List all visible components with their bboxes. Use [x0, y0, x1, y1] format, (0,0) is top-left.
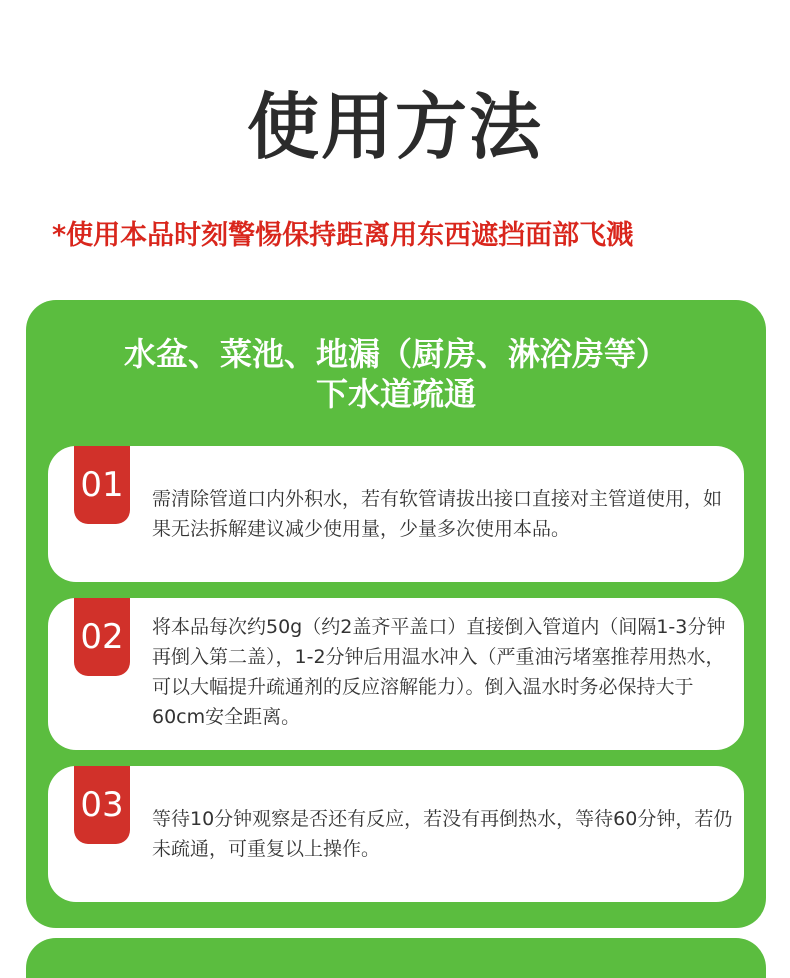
step-card-1 [48, 446, 744, 582]
page-title: 使用方法 [246, 85, 543, 169]
step-number-badge: 01 [74, 446, 130, 524]
safety-warning: *使用本品时刻警惕保持距离用东西遮挡面部飞溅 [52, 220, 634, 251]
step-text: 等待10分钟观察是否还有反应，若没有再倒热水，等待60分钟，若仍未疏通，可重复以上操作。 [152, 808, 733, 860]
step-number-badge: 03 [74, 766, 130, 844]
panel-heading [26, 334, 766, 414]
panel-heading-line2: 下水道疏通 [315, 375, 476, 413]
usage-panel [26, 300, 766, 928]
step-text: 需清除管道口内外积水，若有软管请拔出接口直接对主管道使用，如果无法拆解建议减少使用量，少量多次使用本品。 [152, 488, 723, 540]
step-card-3 [48, 766, 744, 902]
panel-heading-line1: 水盆、菜池、地漏（厨房、淋浴房等） [123, 335, 668, 373]
step-number-badge: 02 [74, 598, 130, 676]
next-panel-edge [26, 938, 766, 978]
step-text: 将本品每次约50g（约2盖齐平盖口）直接倒入管道内（间隔1-3分钟再倒入第二盖），1-2分钟后用温水冲入（严重油污堵塞推荐用热水，可以大幅提升疏通剂的反应溶解能力）。倒入温水时务必保持大于60cm安全距离。 [152, 616, 726, 728]
step-card-2 [48, 598, 744, 750]
